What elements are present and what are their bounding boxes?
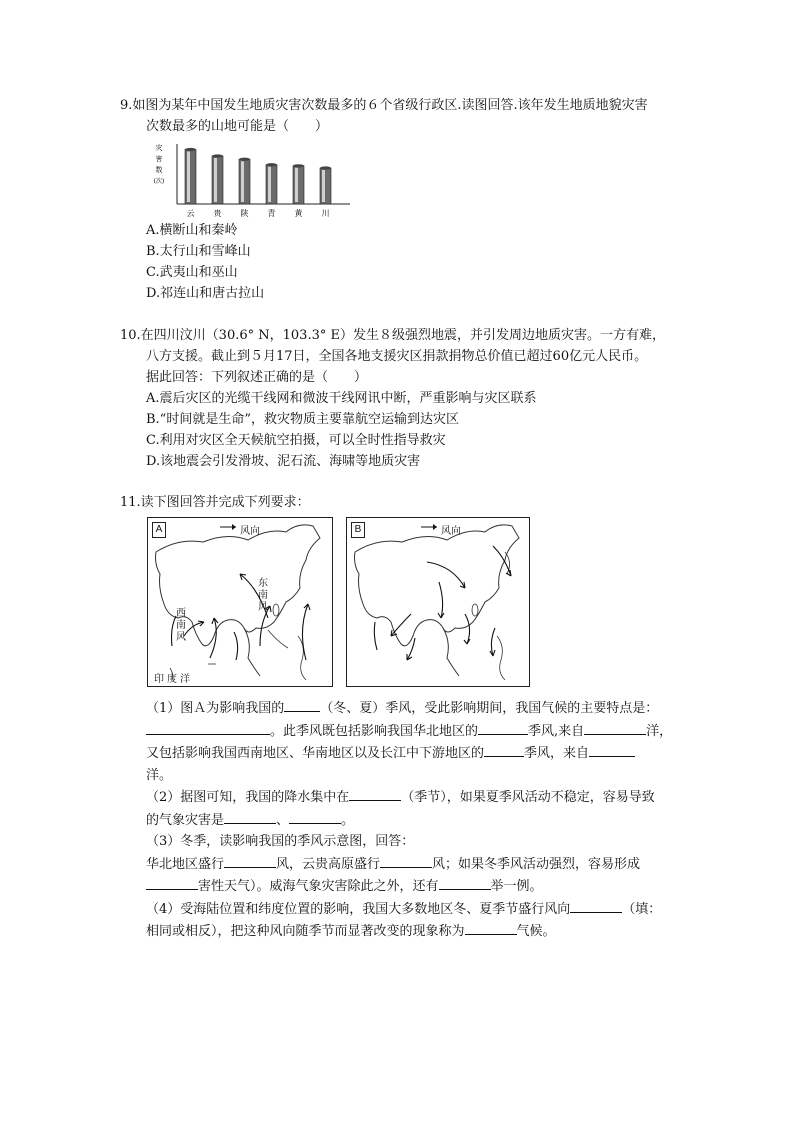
question-10 (120, 325, 705, 472)
q11-p1-blank-5[interactable] (484, 742, 524, 757)
map-b-legend: 风向 (441, 526, 461, 537)
q9-option-b[interactable]: B.太行山和雪峰山 (146, 244, 251, 259)
q11-p3-blank-3[interactable] (146, 875, 198, 890)
q11-p1-blank-6[interactable] (589, 742, 635, 757)
map-a-drawing (148, 518, 332, 686)
bar-3 (266, 163, 277, 204)
y-label-char-3: (次) (153, 178, 165, 185)
q11-p1-text-c: 。此季风既包括影响我国华北地区的 (270, 723, 479, 739)
q11-p1-line1 (120, 697, 705, 720)
q11-p3-line2 (120, 853, 705, 876)
q11-p1-line4: 洋。 (146, 767, 173, 783)
y-label-char-1: 害 (155, 155, 163, 163)
map-a-tag: A (152, 522, 166, 538)
q11-p1-blank-4[interactable] (584, 720, 646, 735)
q11-p4-text-d: 气候。 (516, 924, 556, 939)
q10-stem-line1: 10.在四川汶川（30.6° N，103.3° E）发生８级强烈地震，并引发周边地质灾害。一方有难， (120, 328, 665, 343)
y-label-char-2: 数 (155, 166, 163, 174)
q11-p3-text-b: 华北地区盛行 (146, 856, 225, 872)
x-tick-label-0: 云 (186, 209, 195, 218)
q10-option-b[interactable]: B.“时间就是生命”，救灾物质主要靠航空运输到达灾区 (146, 412, 459, 427)
map-b-wind-arrows (374, 546, 511, 660)
q11-p4-text-c: 相同或相反），把这种风向随季节而显著改变的现象称为 (146, 924, 465, 939)
x-tick-label-4: 黄 (294, 209, 303, 218)
bar-5 (320, 166, 331, 204)
q11-p2-text-e: 。 (341, 812, 355, 828)
q9-option-c[interactable]: C.武夷山和巫山 (146, 265, 238, 280)
q11-p2-line2 (120, 809, 705, 832)
q11-p2-text-a: （2）据图可知，我国的降水集中在 (146, 790, 350, 805)
map-a-label-southeast-wind: 东南风 (258, 578, 268, 613)
q11-p1-text-e: 洋， (646, 723, 673, 739)
q11-p3-blank-4[interactable] (439, 875, 491, 890)
q11-body (120, 697, 705, 943)
q11-p1-blank-3[interactable] (478, 720, 528, 735)
q10-stem-line3: 据此回答：下列叙述正确的是（ ） (146, 370, 368, 385)
map-a-ocean-label: 印度洋 (154, 674, 193, 685)
q11-p2-text-d: 、 (276, 812, 290, 828)
q9-stem-line1: 9.如图为某年中国发生地质灾害次数最多的６个省级行政区.读图回答.该年发生地质地貌灾害 (120, 98, 648, 113)
map-b-tag: B (351, 522, 365, 538)
q11-p4-line2 (120, 920, 705, 943)
q11-p3-text-e: 害性天气）。威海气象灾害除此之外，还有 (198, 879, 439, 894)
q11-title: 11.读下图回答并完成下列要求： (120, 495, 310, 510)
q9-stem-line2: 次数最多的山地可能是（ ） (146, 119, 329, 134)
q11-p1-blank-1[interactable] (284, 697, 320, 712)
q11-p1-text-f: 又包括影响我国西南地区、华南地区以及长江中下游地区的 (146, 746, 485, 761)
q11-p4-blank-2[interactable] (465, 920, 517, 935)
q11-p2-blank-2[interactable] (224, 809, 276, 824)
q11-p3-blank-2[interactable] (380, 853, 432, 868)
y-label-char-0: 灾 (155, 144, 163, 152)
q11-p3-text-f: 举一例。 (490, 879, 543, 894)
x-tick-label-2: 陕 (240, 209, 249, 218)
q11-p1-line3 (120, 742, 705, 765)
q11-p2-text-b: （季节），如果夏季风活动不稳定，容易导致 (401, 790, 655, 805)
q11-p1-blank-2[interactable] (146, 720, 270, 735)
q11-p4-line1 (120, 898, 705, 921)
q11-p2-blank-3[interactable] (289, 809, 341, 824)
map-a-summer-monsoon (147, 517, 333, 687)
q11-p3-text-d: 风；如果冬季风活动强烈，容易形成 (432, 856, 641, 872)
map-b-winter-monsoon (346, 517, 530, 687)
q11-p1-text-a: （1）图Ａ为影响我国的 (146, 701, 285, 716)
x-tick-label-5: 川 (321, 209, 330, 218)
map-b-drawing (347, 518, 529, 686)
q11-p2-line1 (120, 786, 705, 809)
bar-1 (212, 154, 223, 204)
q9-option-d[interactable]: D.祁连山和唐古拉山 (146, 286, 265, 301)
map-a-wind-arrows (172, 574, 311, 660)
q11-p2-text-c: 的气象灾害是 (146, 812, 225, 828)
q11-p1-line2 (120, 720, 705, 743)
q11-p3-line3 (120, 875, 705, 898)
q11-p4-text-b: （填： (622, 901, 662, 917)
q11-p1-text-d: 季风,来自 (528, 723, 585, 739)
map-a-label-southwest-wind: 西南风 (176, 608, 186, 643)
question-9 (120, 95, 705, 137)
q11-p2-blank-1[interactable] (349, 786, 401, 801)
q11-p1-text-b: （冬、夏）季风，受此影响期间，我国气候的主要特点是： (320, 701, 659, 716)
q11-p3-text-c: 风，云贵高原盛行 (276, 856, 381, 872)
chart-ylabel (154, 143, 165, 185)
q10-option-a[interactable]: A.震后灾区的光缆干线网和微波干线网讯中断，严重影响与灾区联系 (146, 391, 537, 406)
q11-p3-blank-1[interactable] (224, 853, 276, 868)
q9-options (120, 220, 705, 304)
q11-p4-text-a: （4）受海陆位置和纬度位置的影响，我国大多数地区冬、夏季节盛行风向 (146, 901, 571, 917)
bar-0 (185, 148, 196, 204)
disaster-bar-chart (145, 140, 355, 220)
q11-p3-line1: （3）冬季，读影响我国的季风示意图，回答： (146, 834, 415, 849)
map-a-legend: 风向 (240, 526, 260, 537)
q10-stem-line2: 八方支援。截止到５月17日，全国各地支援灾区捐款捐物总价值已超过60亿元人民币。 (146, 349, 648, 364)
q10-option-c[interactable]: C.利用对灾区全天候航空拍摄，可以全时性指导救灾 (146, 433, 446, 448)
x-tick-label-3: 青 (267, 209, 276, 218)
bar-4 (293, 164, 304, 204)
bar-2 (239, 158, 250, 204)
x-tick-label-1: 贵 (213, 209, 222, 218)
q11-p1-text-g: 季风，来自 (524, 746, 590, 761)
q9-option-a[interactable]: A.横断山和秦岭 (146, 223, 238, 238)
q10-option-d[interactable]: D.该地震会引发滑坡、泥石流、海啸等地质灾害 (146, 454, 421, 469)
q11-p4-blank-1[interactable] (570, 898, 622, 913)
question-11 (120, 492, 705, 513)
